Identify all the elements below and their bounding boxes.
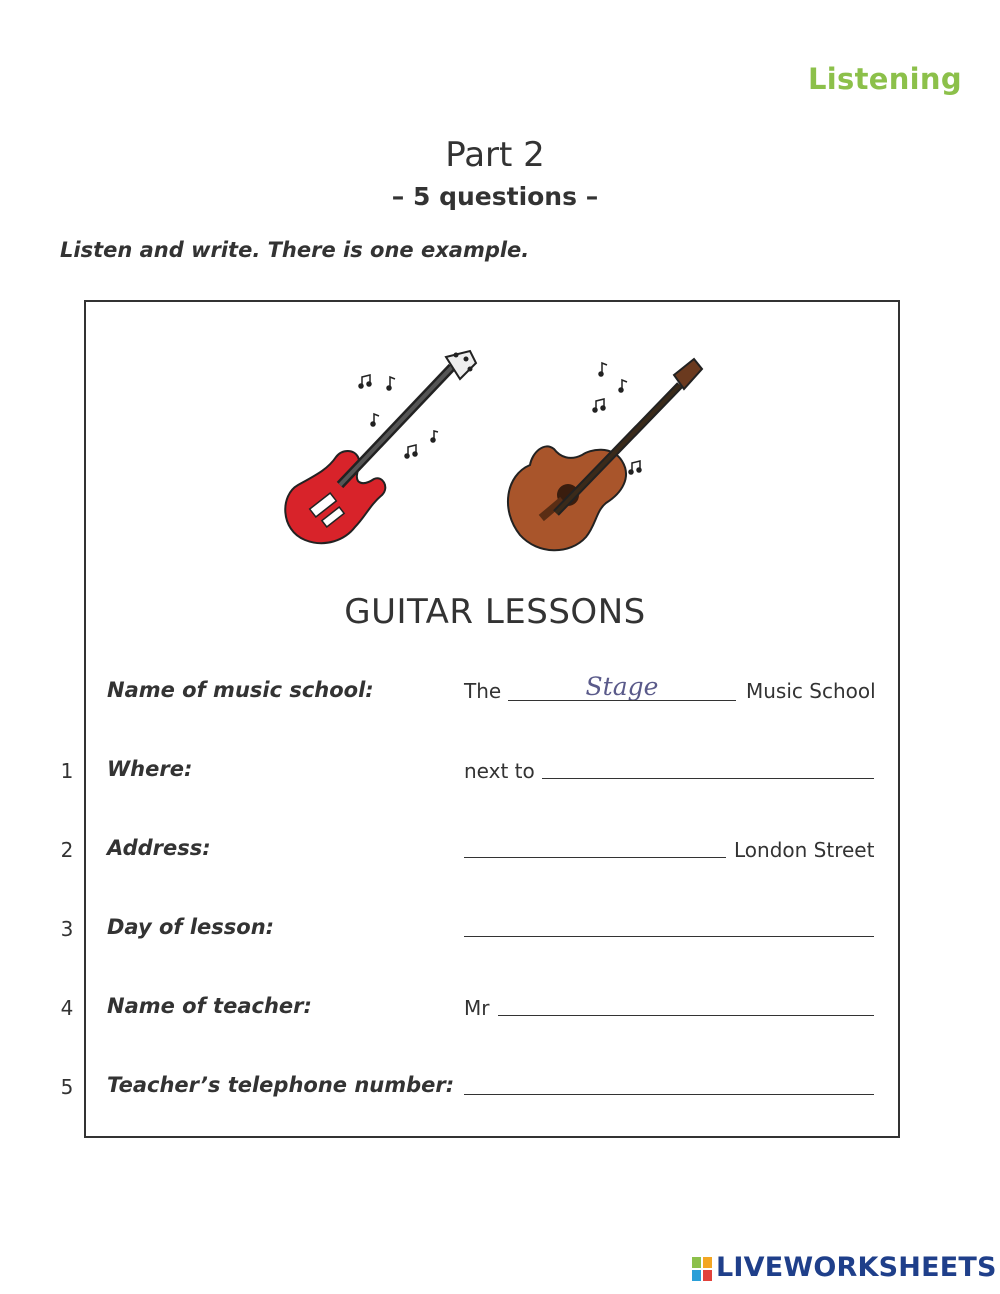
example-answer-line bbox=[508, 700, 736, 701]
electric-guitar-icon bbox=[285, 351, 476, 543]
question-suffix: London Street bbox=[734, 838, 875, 862]
question-label-teacher: Name of teacher: bbox=[107, 994, 312, 1018]
liveworksheets-logo-icon bbox=[692, 1257, 712, 1281]
example-suffix: Music School bbox=[746, 679, 876, 703]
question-prefix: next to bbox=[464, 759, 535, 783]
part-subtitle: – 5 questions – bbox=[391, 182, 599, 211]
instructions: Listen and write. There is one example. bbox=[60, 238, 530, 262]
question-label-address: Address: bbox=[107, 836, 211, 860]
example-prefix: The bbox=[464, 679, 502, 703]
answer-field-day[interactable] bbox=[464, 936, 874, 937]
question-number: 4 bbox=[60, 996, 74, 1020]
form-title: GUITAR LESSONS bbox=[344, 592, 646, 632]
question-number: 3 bbox=[60, 917, 74, 941]
question-number: 5 bbox=[60, 1075, 74, 1099]
answer-field-address[interactable] bbox=[464, 857, 726, 858]
question-prefix: Mr bbox=[464, 996, 490, 1020]
guitar-illustrations bbox=[270, 345, 720, 565]
acoustic-guitar-icon bbox=[508, 359, 702, 550]
example-answer: Stage bbox=[585, 672, 659, 701]
question-number: 2 bbox=[60, 838, 74, 862]
question-label-day: Day of lesson: bbox=[107, 915, 275, 939]
answer-field-telephone[interactable] bbox=[464, 1094, 874, 1095]
section-label: Listening bbox=[808, 62, 962, 96]
part-title: Part 2 bbox=[445, 135, 545, 175]
answer-field-teacher[interactable] bbox=[498, 1015, 874, 1016]
question-label-where: Where: bbox=[107, 757, 193, 781]
question-label-telephone: Teacher’s telephone number: bbox=[107, 1073, 455, 1097]
example-label: Name of music school: bbox=[107, 678, 374, 702]
answer-field-where[interactable] bbox=[542, 778, 874, 779]
liveworksheets-brand: LIVEWORKSHEETS bbox=[716, 1252, 997, 1283]
question-number: 1 bbox=[60, 759, 74, 783]
